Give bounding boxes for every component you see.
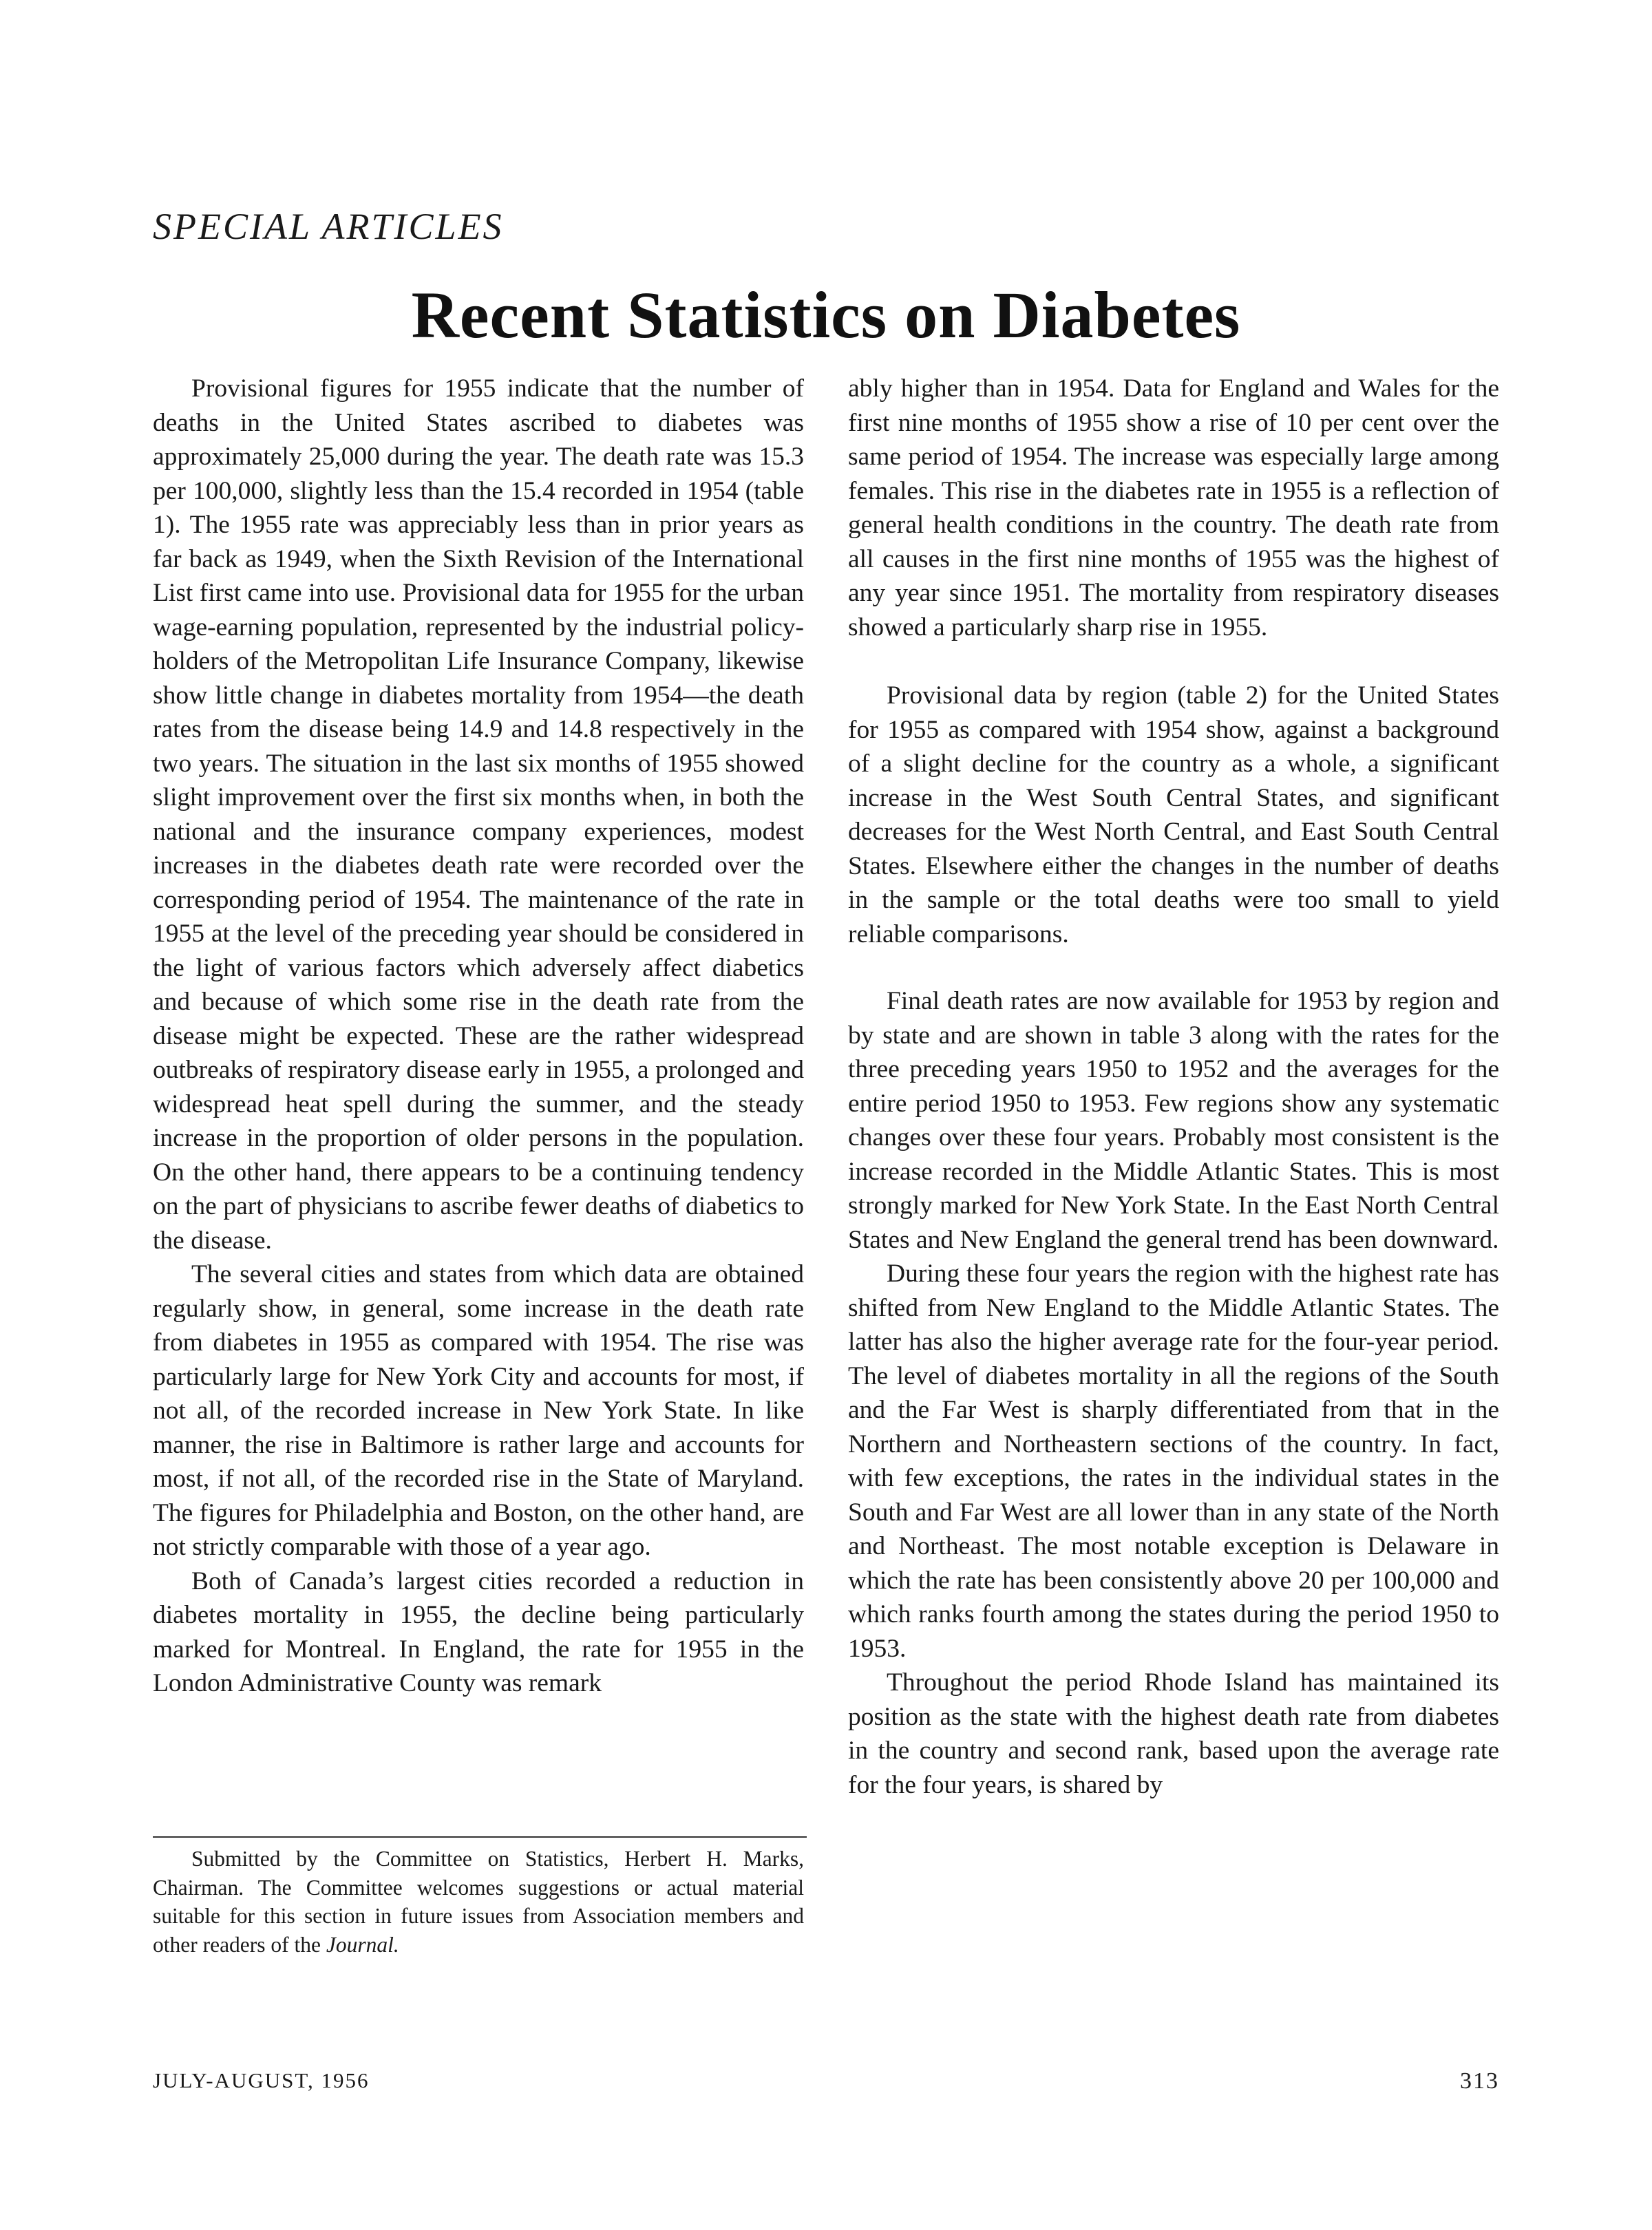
footer-date: JULY-AUGUST, 1956 xyxy=(153,2068,370,2092)
paragraph: ably higher than in 1954. Data for England and Wales for the first nine months of 1955 show a rise of 10 per cent over the same period of 1954. The increase was especially large among females. This rise in the diabetes rate in 1955 is a reflection of general health conditions in the country. The death rate from all causes in the first nine months of 1955 was the highest of any year since 1951. The mortality from respiratory diseases showed a particularly sharp rise in 1955. xyxy=(848,374,1499,641)
footnote-text: Submitted by the Committee on Statistics, Herbert H. Marks, Chairman. The Committee welcomes suggestions or actual material suitable for this section in future issues from Association members and other readers of the xyxy=(153,1847,804,1957)
footnote-journal: Journal. xyxy=(326,1932,399,1957)
page-number: 313 xyxy=(1460,2068,1499,2094)
paragraph: Provisional figures for 1955 indicate that the number of deaths in the United States ascribed to diabetes was approximately 25,000 during the year. The death rate was 15.3 per 100,000, slightly less than the 15.4 recorded in 1954 (table 1). The 1955 rate was appreciably less than in prior years as far back as 1949, when the Sixth Revision of the International List first came into use. Provisional data for 1955 for the urban wage-earning population, represented by the industrial policyholders of the Metropolitan Life Insurance Company, likewise show little change in diabetes mortality from 1954—the death rates from the disease being 14.9 and 14.8 respectively in the two years. The situation in the last six months of 1955 showed slight improvement over the first six months when, in both the national and the insurance company experiences, modest increases in the diabetes death rate were recorded over the corresponding period of 1954. The maintenance of the rate in 1955 at the level of the preceding year should be considered in the light of various factors which adversely affect diabetics and because of which some rise in the death rate from the disease might be expected. These are the rather widespread outbreaks of respiratory disease early in 1955, a prolonged and widespread heat spell during the summer, and the steady increase in the proportion of older persons in the population. On the other hand, there appears to be a continuing tendency on the part of physicians to ascribe fewer deaths of diabetics to the disease. xyxy=(153,374,804,1255)
footnote-divider xyxy=(153,1836,807,1838)
paragraph: Both of Canada’s largest cities recorded a reduction in diabetes mortality in 1955, the decline being particularly marked for Montreal. In England, the rate for 1955 in the London Administrative County was remark xyxy=(153,1567,804,1697)
paragraph: During these four years the region with the highest rate has shifted from New England to the Middle Atlantic States. The latter has also the higher average rate for the four-year period. The level of diabetes mortality in all the regions of the South and the Far West is sharply differentiated from that in the Northern and Northeastern sections of the country. In fact, with few exceptions, the rates in the individual states in the South and Far West are all lower than in any state of the North and Northeast. The most notable exception is Delaware in which the rate has been consistently above 20 per 100,000 and which ranks fourth among the states during the period 1950 to 1953. xyxy=(848,1260,1499,1663)
article-title: Recent Statistics on Diabetes xyxy=(411,278,1241,352)
section-label: SPECIAL ARTICLES xyxy=(153,206,504,247)
footnote xyxy=(153,1845,804,1959)
paragraph: Throughout the period Rhode Island has maintained its position as the state with the highest death rate from diabetes in the country and second rank, based upon the average rate for the four years, is shared by xyxy=(848,1668,1499,1799)
right-column xyxy=(848,372,1499,1802)
paragraph: Final death rates are now available for 1953 by region and by state and are shown in table 3 along with the rates for the three preceding years 1950 to 1952 and the averages for the entire period 1950 to 1953. Few regions show any systematic changes over these four years. Probably most consistent is the increase recorded in the Middle Atlantic States. This is most strongly marked for New York State. In the East North Central States and New England the general trend has been downward. xyxy=(848,987,1499,1254)
paragraph: The several cities and states from which data are obtained regularly show, in general, some increase in the death rate from diabetes in 1955 as compared with 1954. The rise was particularly large for New York City and accounts for most, if not all, of the recorded increase in New York State. In like manner, the rise in Baltimore is rather large and accounts for most, if not all, of the recorded rise in the State of Maryland. The figures for Philadelphia and Boston, on the other hand, are not strictly comparable with those of a year ago. xyxy=(153,1260,804,1561)
paragraph: Provisional data by region (table 2) for the United States for 1955 as compared with 1954 show, against a background of a slight decline for the country as a whole, a significant increase in the West South Central States, and significant decreases for the West North Central, and East South Central States. Elsewhere either the changes in the number of deaths in the sample or the total deaths were too small to yield reliable comparisons. xyxy=(848,681,1499,948)
left-column xyxy=(153,372,804,1701)
